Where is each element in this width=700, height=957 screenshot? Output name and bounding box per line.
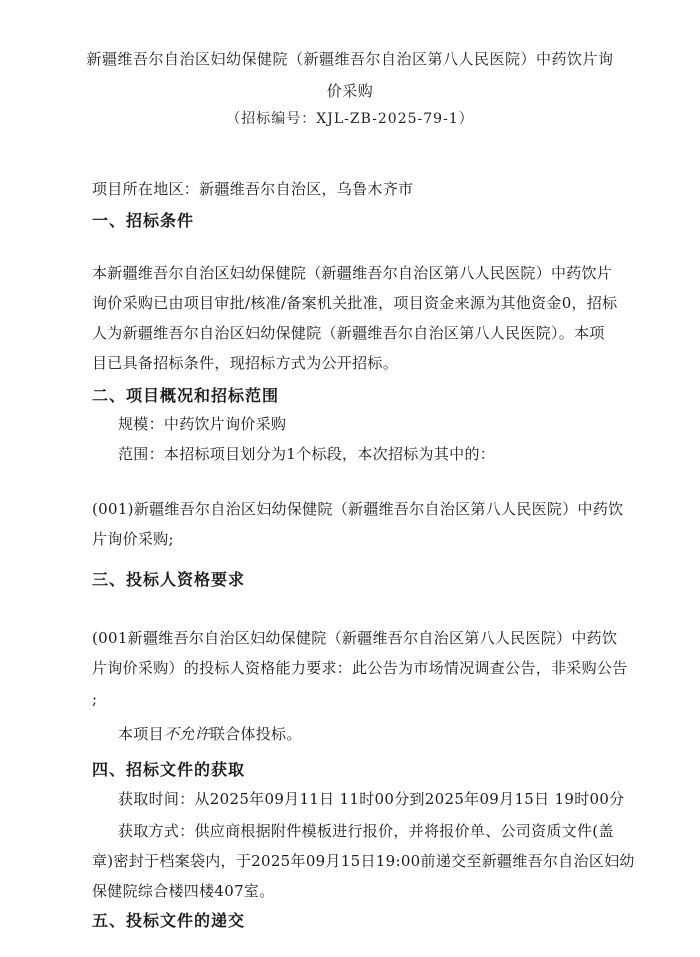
section3-line: (001新疆维吾尔自治区妇幼保健院（新疆维吾尔自治区第八人民医院）中药饮 (92, 629, 618, 647)
consortium-handwritten: 不允许 (163, 725, 210, 743)
section5-heading: 五、投标文件的递交 (92, 911, 246, 930)
consortium-line (118, 723, 302, 744)
section1-line: 目已具备招标条件，现招标方式为公开招标。 (92, 354, 399, 372)
consortium-suffix: 联合体投标。 (209, 725, 302, 743)
section1-line: 本新疆维吾尔自治区妇幼保健院（新疆维吾尔自治区第八人民医院）中药饮片 (92, 264, 613, 282)
scale-line: 规模：中药饮片询价采购 (118, 415, 287, 433)
tender-code: （招标编号：XJL-ZB-2025-79-1） (226, 111, 474, 127)
section1-heading: 一、招标条件 (92, 211, 195, 230)
section2-heading: 二、项目概况和招标范围 (92, 386, 280, 405)
section1-line: 人为新疆维吾尔自治区妇幼保健院（新疆维吾尔自治区第八人民医院）。本项 (92, 324, 605, 342)
section3-heading: 三、投标人资格要求 (92, 570, 246, 589)
project-location: 项目所在地区：新疆维吾尔自治区，乌鲁木齐市 (92, 180, 414, 198)
section3-line: 片询价采购）的投标人资格能力要求：此公告为市场情况调查公告，非采购公告 (92, 659, 628, 677)
lot-line: (001)新疆维吾尔自治区妇幼保健院（新疆维吾尔自治区第八人民医院）中药饮 (92, 500, 624, 518)
acquire-time: 获取时间：从2025年09月11日 11时00分到2025年09月15日 19时00分 (118, 790, 625, 808)
document-title-line1: 新疆维吾尔自治区妇幼保健院（新疆维吾尔自治区第八人民医院）中药饮片询 (86, 50, 614, 68)
document-title-line2: 价采购 (326, 82, 374, 100)
section3-line: ; (92, 690, 98, 708)
acquire-method-line: 章)密封于档案袋内，于2025年09月15日19:00前递交至新疆维吾尔自治区妇幼 (92, 852, 635, 870)
consortium-prefix: 本项目 (118, 725, 164, 743)
acquire-method-line: 获取方式：供应商根据附件模板进行报价，并将报价单、公司资质文件(盖 (118, 822, 614, 840)
scope-line: 范围：本招标项目划分为1个标段，本次招标为其中的： (118, 445, 496, 463)
lot-line: 片询价采购; (92, 530, 174, 548)
section1-line: 询价采购已由项目审批/核准/备案机关批准，项目资金来源为其他资金0，招标 (92, 294, 618, 312)
section4-heading: 四、招标文件的获取 (92, 760, 246, 779)
acquire-method-line: 保健院综合楼四楼407室。 (92, 882, 275, 900)
